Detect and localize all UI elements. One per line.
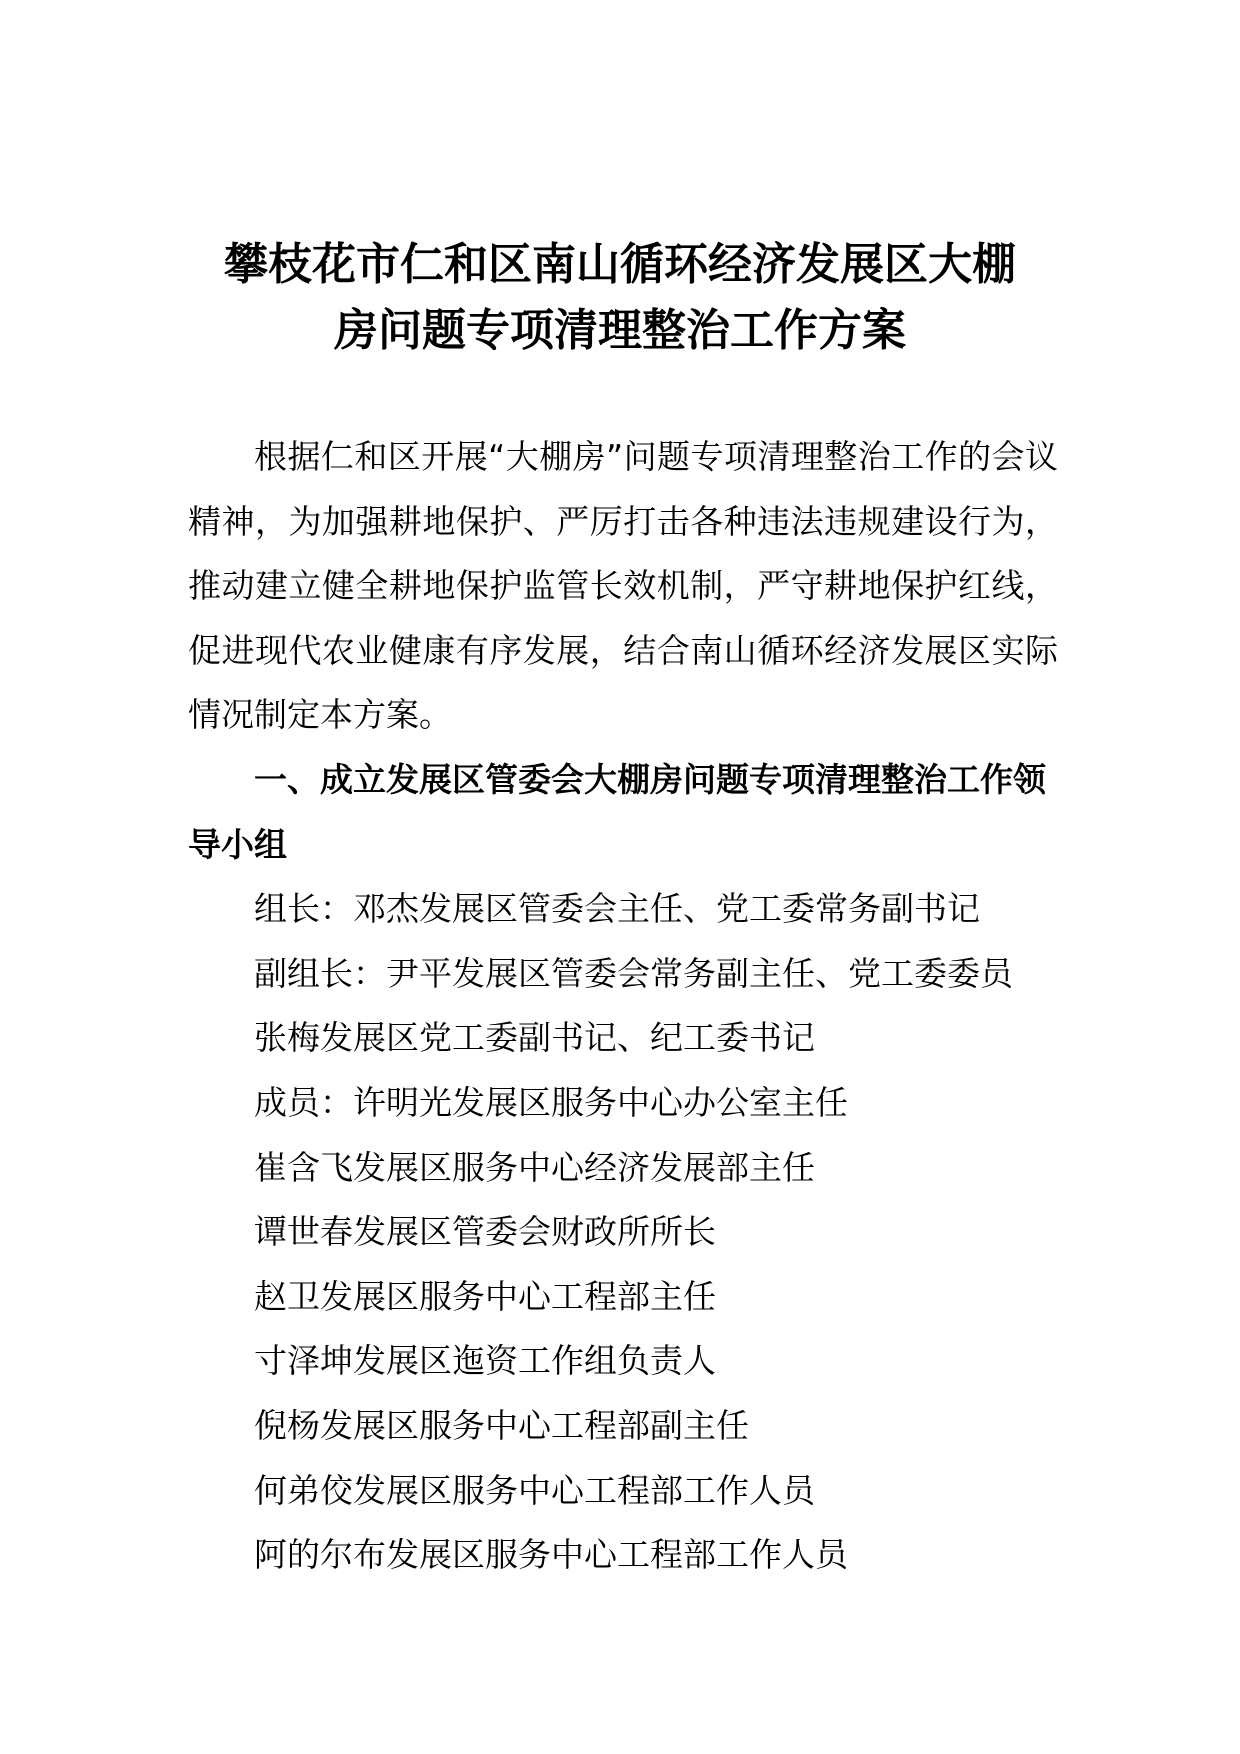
member-line: 倪杨发展区服务中心工程部副主任: [254, 1405, 749, 1445]
document-title: [150, 232, 1090, 364]
member-line: 组长：邓杰发展区管委会主任、党工委常务副书记: [254, 889, 980, 929]
member-line: 副组长：尹平发展区管委会常务副主任、党工委委员: [254, 953, 1013, 993]
section-1-heading: 一、成立发展区管委会大棚房问题专项清理整治工作领导小组: [188, 759, 1046, 864]
document-body: [188, 425, 1058, 1588]
intro-paragraph: 根据仁和区开展“大棚房”问题专项清理整治工作的会议精神，为加强耕地保护、严厉打击各种违法违规建设行为，推动建立健全耕地保护监管长效机制，严守耕地保护红线，促进现代农业健康有序发展，结合南山循环经济发展区实际情况制定本方案。: [188, 437, 1058, 735]
member-line: 赵卫发展区服务中心工程部主任: [254, 1276, 716, 1316]
title-line-2: 房问题专项清理整治工作方案: [334, 305, 906, 356]
member-line: 成员：许明光发展区服务中心办公室主任: [254, 1082, 848, 1122]
member-line: 阿的尔布发展区服务中心工程部工作人员: [254, 1535, 848, 1575]
member-line: 谭世春发展区管委会财政所所长: [254, 1212, 716, 1252]
member-line: 寸泽坤发展区迤资工作组负责人: [254, 1341, 716, 1381]
member-line: 崔含飞发展区服务中心经济发展部主任: [254, 1147, 815, 1187]
member-line: 张梅发展区党工委副书记、纪工委书记: [254, 1018, 815, 1058]
title-line-1: 攀枝花市仁和区南山循环经济发展区大棚: [224, 239, 1016, 290]
member-line: 何弟佼发展区服务中心工程部工作人员: [254, 1470, 815, 1510]
